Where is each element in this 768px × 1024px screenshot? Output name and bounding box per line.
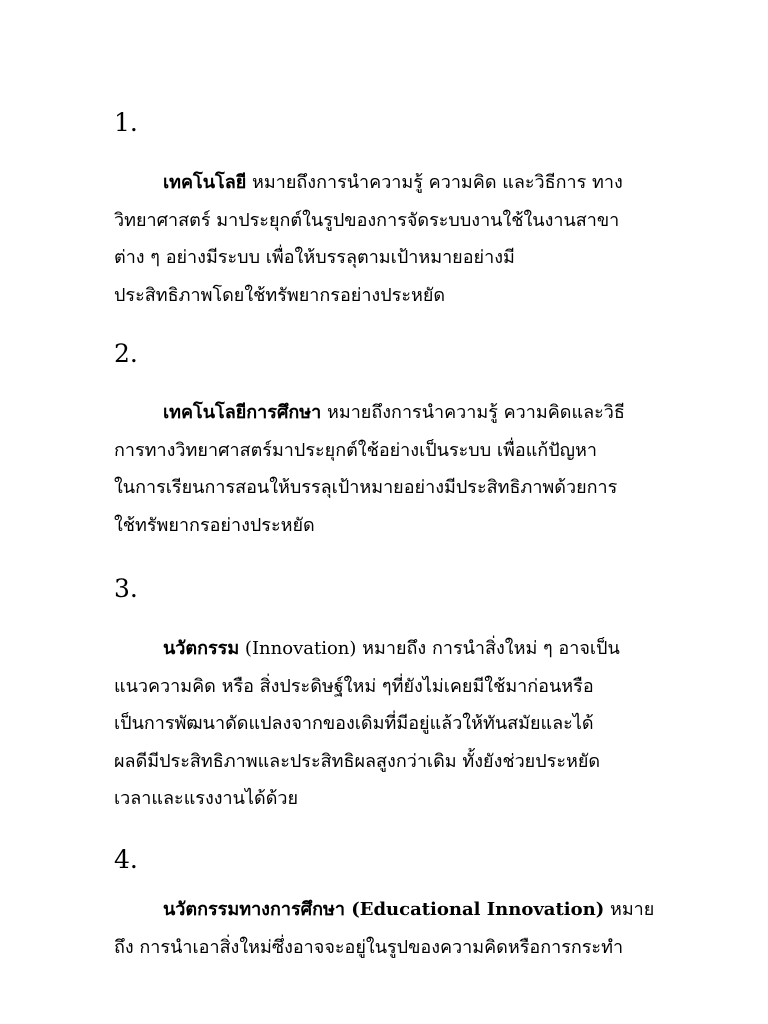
section-number-1: 1. <box>114 108 138 137</box>
paragraph-line <box>114 164 654 202</box>
paragraph-line <box>114 891 654 929</box>
section-number-3: 3. <box>114 574 138 603</box>
paragraph-line: แนวความคิด หรือ สิ่งประดิษฐ์ใหม่ ๆที่ยังไม่เคยมีใช้มาก่อนหรือ <box>114 675 594 697</box>
paragraph-line: เป็นการพัฒนาดัดแปลงจากของเดิมที่มีอยู่แล้วให้ทันสมัยและได้ <box>114 713 594 734</box>
section-number-4: 4. <box>114 845 138 874</box>
paragraph-line <box>114 630 654 668</box>
section-paragraph-4 <box>114 891 654 966</box>
line-text: หมายถึงการนำความรู้ ความคิดและวิธี <box>321 402 625 423</box>
paragraph-line: ถึง การนำเอาสิ่งใหม่ซึ่งอาจจะอยู่ในรูปของความคิดหรือการกระทำ <box>114 936 624 958</box>
line-text: หมายถึงการนำความรู้ ความคิด และวิธีการ ทาง <box>246 172 623 193</box>
paragraph-line <box>114 394 654 432</box>
term-educational-innovation-english: (Educational Innovation) <box>344 899 605 920</box>
term-educational-technology: เทคโนโลยีการศึกษา <box>163 402 322 423</box>
term-innovation: นวัตกรรม <box>163 638 240 659</box>
paragraph-line: ในการเรียนการสอนให้บรรลุเป้าหมายอย่างมีประสิทธิภาพด้วยการ <box>114 477 618 498</box>
paragraph-line: การทางวิทยาศาสตร์มาประยุกต์ใช้อย่างเป็นระบบ เพื่อแก้ปัญหา <box>114 439 597 461</box>
paragraph-line: ผลดีมีประสิทธิภาพและประสิทธิผลสูงกว่าเดิม ทั้งยังช่วยประหยัด <box>114 750 601 772</box>
paragraph-line: ใช้ทรัพยากรอย่างประหยัด <box>114 514 315 536</box>
section-paragraph-1 <box>114 164 654 314</box>
term-technology: เทคโนโลยี <box>163 172 247 193</box>
paragraph-line: ต่าง ๆ อย่างมีระบบ เพื่อให้บรรลุตามเป้าหมายอย่างมี <box>114 247 515 268</box>
line-text: หมาย <box>604 899 655 920</box>
section-paragraph-3 <box>114 630 654 818</box>
section-number-2: 2. <box>114 339 138 368</box>
paragraph-line: เวลาและแรงงานได้ด้วย <box>114 788 299 809</box>
line-text: (Innovation) หมายถึง การนำสิ่งใหม่ ๆ อาจเป็น <box>239 638 620 659</box>
paragraph-line: วิทยาศาสตร์ มาประยุกต์ในรูปของการจัดระบบงานใช้ในงานสาขา <box>114 209 620 231</box>
term-educational-innovation: นวัตกรรมทางการศึกษา <box>163 899 345 920</box>
paragraph-line: ประสิทธิภาพโดยใช้ทรัพยากรอย่างประหยัด <box>114 284 446 306</box>
section-paragraph-2 <box>114 394 654 544</box>
